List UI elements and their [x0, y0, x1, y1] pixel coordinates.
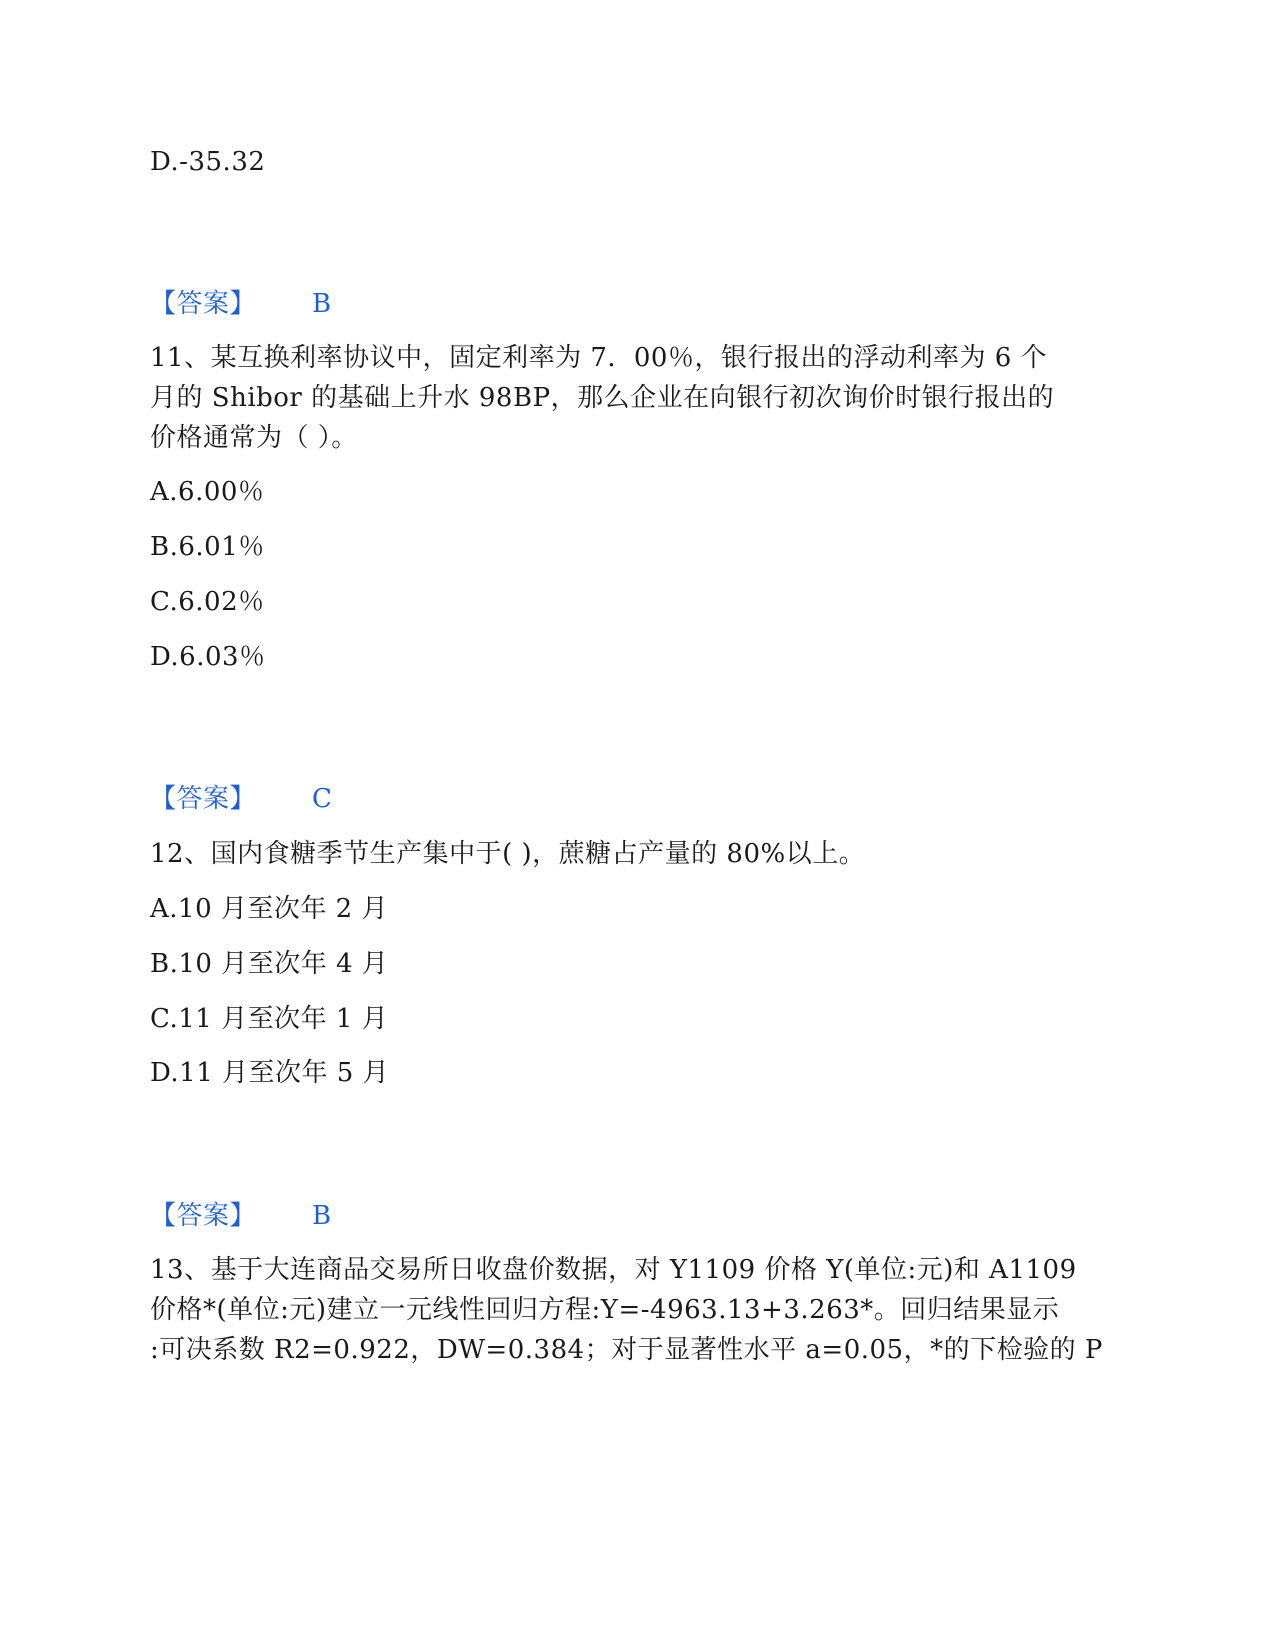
q13-stem-line-1: 13、基于大连商品交易所日收盘价数据，对 Y1109 价格 Y(单位:元)和 A1109	[150, 1255, 1077, 1285]
answer-label: 【答案】	[150, 784, 257, 814]
prev-answer	[150, 284, 332, 324]
q11-option-a: A.6.00％	[150, 477, 265, 507]
q13-stem-line-2: 价格*(单位:元)建立一元线性回归方程:Y=-4963.13+3.263*。回归结果显示	[150, 1295, 1060, 1325]
q12-answer	[150, 1196, 332, 1236]
q11-stem-line-3: 价格通常为（ ）。	[150, 423, 358, 453]
q13-stem-line-3: :可决系数 R2=0.922，DW=0.384；对于显著性水平 a=0.05，*的下检验的 P	[150, 1335, 1103, 1365]
answer-value: B	[312, 289, 332, 319]
q11-answer	[150, 779, 332, 819]
q11-stem-line-2: 月的 Shibor 的基础上升水 98BP，那么企业在向银行初次询价时银行报出的	[150, 383, 1055, 413]
q11-option-d: D.6.03％	[150, 642, 266, 672]
q12-stem-line-1: 12、国内食糖季节生产集中于( )，蔗糖占产量的 80%以上。	[150, 839, 866, 869]
q11-option-c: C.6.02％	[150, 587, 265, 617]
q12-option-a: A.10 月至次年 2 月	[150, 894, 388, 924]
q12-option-b: B.10 月至次年 4 月	[150, 949, 389, 979]
q12-option-c: C.11 月至次年 1 月	[150, 1004, 389, 1034]
answer-value: C	[312, 784, 333, 814]
answer-label: 【答案】	[150, 289, 257, 319]
answer-value: B	[312, 1201, 332, 1231]
prev-option-d: D.-35.32	[150, 147, 266, 177]
q11-stem-line-1: 11、某互换利率协议中，固定利率为 7．00％，银行报出的浮动利率为 6 个	[150, 343, 1048, 373]
q11-option-b: B.6.01％	[150, 532, 265, 562]
answer-label: 【答案】	[150, 1201, 257, 1231]
q12-option-d: D.11 月至次年 5 月	[150, 1058, 390, 1088]
